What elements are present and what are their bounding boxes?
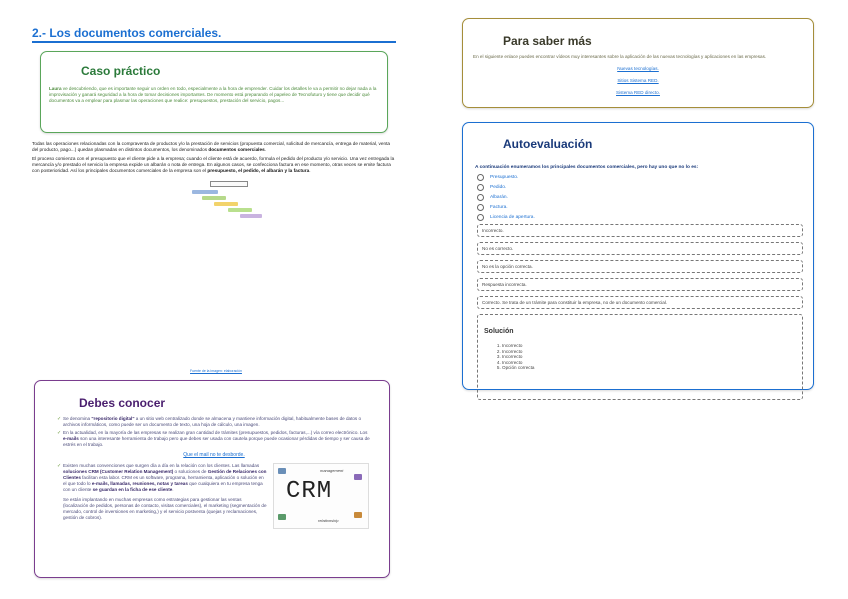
image-credit-link[interactable]: Fuente de la imagen: elaboración	[190, 369, 242, 373]
radio-button[interactable]	[477, 204, 484, 211]
check-icon: ✓	[57, 463, 62, 469]
link-sitios-sistema-red[interactable]: Sitios Sistema RED.	[617, 77, 659, 83]
autoevaluacion-box	[462, 122, 814, 390]
debes-title: Debes conocer	[79, 396, 166, 410]
feedback-1: Incorrecto.	[477, 224, 803, 237]
crm-text	[57, 463, 267, 529]
caso-text: Laura ve descubriendo, que es importante seguir un orden en todo, especialmente a la hora de emprender. Cuidar los detalles le va a permitir no dejar nada a la improvisación y ganará seguridad a la hora de tomar decisiones importantes. De momento está preparando el papeleo de Tecnofuturo y tiene que decidir qué documentos va a emplear para plasmar las operaciones que realice: presupuestos, prestación del servicio, pagos...	[49, 86, 377, 103]
option-presupuesto[interactable]: Presupuesto.	[477, 174, 813, 181]
debes-conocer-box	[34, 380, 390, 578]
diagram-bar-factura	[228, 208, 252, 212]
debes-item-email: ✓ En la actualidad, en la mayoría de las empresas se realizan gran cantidad de trámites (presupuestos, pedidos, facturas,...) vía correo electrónico. Los e-mails son una interesante herramienta de trabajo pero que debes ser usada con cautela porque puede ocasionar pérdidas de tiempo y ser causa de estrés en el trabajo.	[57, 430, 370, 447]
crm-tag-relationship: relationship	[318, 518, 339, 523]
documents-diagram-image	[184, 181, 270, 221]
feedback-2: No es correcto.	[477, 242, 803, 255]
radio-button[interactable]	[477, 174, 484, 181]
people-icon	[278, 468, 286, 474]
crm-row	[57, 463, 371, 529]
radio-button[interactable]	[477, 194, 484, 201]
debes-list	[57, 416, 371, 529]
diagram-bar-presupuesto	[192, 190, 218, 194]
auto-title: Autoevaluación	[503, 137, 593, 151]
debes-item-crm-para2: Se están implantando en muchas empresas como estrategias para gestionar las ventas (localización de pedidos, personas de contacto, visitas comerciales), el marketing (segmentación de mercado, control de inversiones en marketing,) y el servicio postventa (quejas y reclamaciones, gestión de cobros).	[63, 497, 267, 520]
mail-link[interactable]: Que el mail no te desborde.	[183, 452, 245, 458]
phone-icon	[354, 512, 362, 518]
para-saber-mas-box	[462, 18, 814, 108]
feedback-3: No es la opción correcta.	[477, 260, 803, 273]
diagram-bar-pedido	[202, 196, 226, 200]
option-pedido[interactable]: Pedido.	[477, 184, 813, 191]
solution-item: 2. Incorrecto	[502, 349, 796, 355]
feedback-4: Respuesta incorrecta.	[477, 278, 803, 291]
solution-item: 3. Incorrecto	[502, 354, 796, 360]
radio-button[interactable]	[477, 214, 484, 221]
saber-text: En el siguiente enlace puedes encontrar vídeos muy interesantes sobre la aplicación de las nuevas tecnologías y aplicaciones en las empresas.	[473, 54, 767, 59]
option-albaran[interactable]: Albarán.	[477, 194, 813, 201]
diagram-bar-albaran	[214, 202, 238, 206]
check-icon: ✓	[57, 416, 62, 422]
radio-button[interactable]	[477, 184, 484, 191]
debes-item-repositorio: ✓ Se denomina "repositorio digital" a un sitio web centralizado donde se almacena y mantiene información digital, habitualmente bases de datos o archivos informáticos, como puede ser un documento de texto, una hoja de cálculo, una imagen.	[57, 416, 362, 427]
auto-question: A continuación enumeramos los principales documentos comerciales, pero hay uno que no lo es:	[475, 165, 699, 170]
link-sistema-red-directo[interactable]: Sistema RED directo.	[616, 89, 660, 95]
body-paragraph-2: El proceso comienza con el presupuesto que el cliente pide a la empresa; cuando el cliente está de acuerdo, formula el pedido del producto y/o servicio. Una vez entregada la mercancía y/o prestado el servicio la empresa expide un albarán o nota de entrega. En algunos casos, se confecciona factura en ese momento, otras veces se emite factura con posterioridad. Así los principales documentos comerciales de la empresa son el presupuesto, el pedido, el albarán y la factura.	[32, 156, 395, 173]
saber-title: Para saber más	[503, 34, 592, 48]
gear-icon	[354, 474, 362, 480]
caso-name: Laura	[49, 86, 62, 91]
chart-icon	[278, 514, 286, 520]
debes-item-crm: ✓ Existen muchas convenciones que surgen día a día en la relación con los clientes. Las llamadas soluciones CRM (Customer Relation Management) o soluciones de Gestión de Relaciones con Clientes facilitan esta labor. CRM es un software, programa, herramienta, aplicación o solución en el que todo lo e-mails, llamadas, reuniones, notas y tareas que cualquiera en tu empresa tenga con un cliente se guardan en la ficha de ese cliente.	[57, 463, 267, 492]
option-factura[interactable]: Factura.	[477, 204, 813, 211]
solution-title: Solución	[484, 328, 514, 335]
solution-item: 1. Incorrecto	[502, 343, 796, 349]
solution-box	[477, 314, 803, 400]
option-licencia[interactable]: Licencia de apertura.	[477, 214, 813, 221]
crm-image	[273, 463, 369, 529]
left-column	[32, 26, 396, 221]
section-title: 2.- Los documentos comerciales.	[32, 26, 396, 43]
saber-links	[463, 66, 813, 95]
right-column	[462, 18, 814, 390]
diagram-bar-cobro	[240, 214, 262, 218]
solution-item: 5. Opción correcta	[502, 365, 796, 371]
solution-item: 4. Incorrecto	[502, 360, 796, 366]
check-icon: ✓	[57, 430, 62, 436]
link-nuevas-tecnologias[interactable]: Nuevas tecnologías.	[617, 65, 659, 71]
crm-word: CRM	[286, 478, 333, 505]
solution-list	[484, 343, 796, 371]
caso-title: Caso práctico	[81, 64, 161, 78]
diagram-header-box	[210, 181, 248, 187]
caso-practico-box	[40, 51, 388, 133]
crm-tag-management: management	[320, 468, 344, 473]
body-paragraph-1: Todas las operaciones relacionadas con la compraventa de productos y/o la prestación de servicios (propuesta comercial, solicitud de mercancía, entrega de material, venta del producto, pago...) quedan plasmadas en distintos documentos, los denominados documentos comerciales.	[32, 141, 391, 152]
feedback-5: Correcto. Se trata de un trámite para constituir la empresa, no de un documento comercial.	[477, 296, 803, 309]
